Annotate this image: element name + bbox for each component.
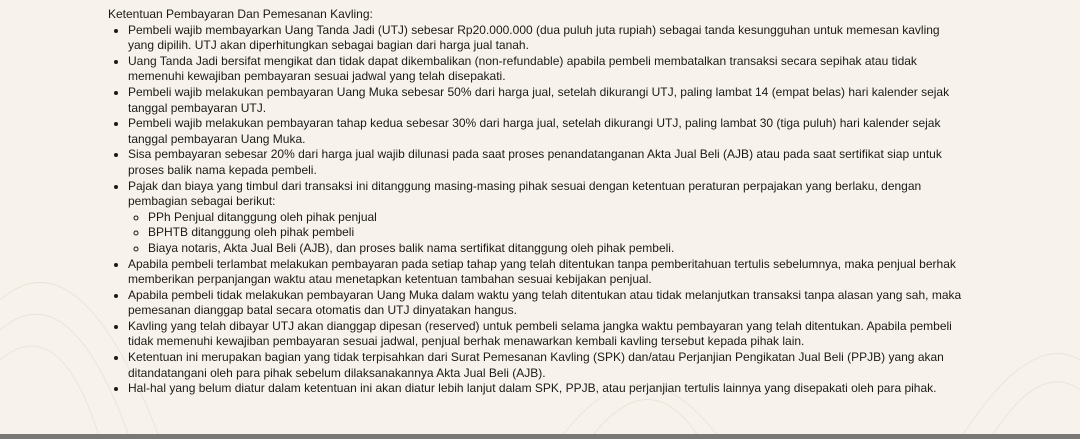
terms-item-text: Kavling yang telah dibayar UTJ akan dianggap dipesan (reserved) untuk pembeli selama jangka waktu pembayaran yang telah ditentukan. Apabila pembeli tidak memenuhi kewajiban pembayaran sesuai jadwal, penjual berhak menawarkan kembali kavling tersebut kepada pihak lain. xyxy=(128,318,952,349)
terms-item-text: Sisa pembayaran sebesar 20% dari harga jual wajib dilunasi pada saat proses penandatanganan Akta Jual Beli (AJB) atau pada saat sertifikat siap untuk proses balik nama kepada pembeli. xyxy=(128,147,942,177)
terms-item xyxy=(128,381,968,397)
bottom-bar xyxy=(0,434,1080,439)
terms-item-text: Pajak dan biaya yang timbul dari transaksi ini ditanggung masing-masing pihak sesuai dengan ketentuan peraturan perpajakan yang berlaku, dengan pembagian sebagai berikut: xyxy=(128,178,922,209)
terms-sublist xyxy=(128,210,968,257)
terms-list xyxy=(108,23,968,397)
terms-item xyxy=(128,257,968,288)
terms-item-text: Pembeli wajib melakukan pembayaran Uang Muka sebesar 50% dari harga jual, setelah dikurangi UTJ, paling lambat 14 (empat belas) hari kalender sejak tanggal pembayaran UTJ. xyxy=(128,84,950,115)
terms-item-text: Pembeli wajib membayarkan Uang Tanda Jadi (UTJ) sebesar Rp20.000.000 (dua puluh juta rupiah) sebagai tanda kesungguhan untuk memesan kavling yang dipilih. UTJ akan diperhitungkan sebagai bagian dari harga jual tanah. xyxy=(128,22,940,53)
terms-item-text: Apabila pembeli tidak melakukan pembayaran Uang Muka dalam waktu yang telah ditentukan atau tidak melanjutkan transaksi tanpa alasan yang sah, maka pemesanan dianggap batal secara otomatis dan UTJ dinyatakan hangus. xyxy=(128,287,962,318)
terms-item xyxy=(128,54,968,85)
terms-item xyxy=(128,23,968,54)
terms-item xyxy=(128,288,968,319)
terms-item-text: Hal-hal yang belum diatur dalam ketentuan ini akan diatur lebih lanjut dalam SPK, PPJB, atau perjanjian tertulis lainnya yang disepakati oleh para pihak. xyxy=(128,381,937,396)
terms-item xyxy=(128,147,968,178)
payment-terms xyxy=(108,7,968,397)
terms-item xyxy=(128,319,968,350)
terms-item-text: Apabila pembeli terlambat melakukan pembayaran pada setiap tahap yang telah ditentukan tanpa pemberitahuan tertulis sebelumnya, maka penjual berhak memberikan perpanjangan waktu atau menetapkan ketentuan tambahan sesuai kebijakan penjual. xyxy=(128,256,956,287)
terms-item xyxy=(128,179,968,257)
terms-item xyxy=(128,116,968,147)
terms-item-text: Pembeli wajib melakukan pembayaran tahap kedua sebesar 30% dari harga jual, setelah dikurangi UTJ, paling lambat 30 (tiga puluh) hari kalender sejak tanggal pembayaran Uang Muka. xyxy=(128,116,941,146)
terms-subitem: ◦ BPHTB ditanggung oleh pihak pembeli xyxy=(148,225,968,241)
terms-subitem: ◦ PPh Penjual ditanggung oleh pihak penjual xyxy=(148,210,968,226)
terms-subitem: ◦ Biaya notaris, Akta Jual Beli (AJB), dan proses balik nama sertifikat ditanggung oleh pihak pembeli. xyxy=(148,241,968,257)
terms-item xyxy=(128,350,968,381)
terms-item-text: Ketentuan ini merupakan bagian yang tidak terpisahkan dari Surat Pemesanan Kavling (SPK) dan/atau Perjanjian Pengikatan Jual Beli (PPJB) yang akan ditandatangani oleh para pihak sebelum dilaksanakannya Akta Jual Beli (AJB). xyxy=(128,350,944,380)
terms-item xyxy=(128,85,968,116)
terms-title: Ketentuan Pembayaran Dan Pemesanan Kavling: xyxy=(108,7,373,21)
terms-item-text: Uang Tanda Jadi bersifat mengikat dan tidak dapat dikembalikan (non-refundable) apabila pembeli membatalkan transaksi secara sepihak atau tidak memenuhi kewajiban pembayaran sesuai jadwal yang telah disepakati. xyxy=(128,53,917,84)
